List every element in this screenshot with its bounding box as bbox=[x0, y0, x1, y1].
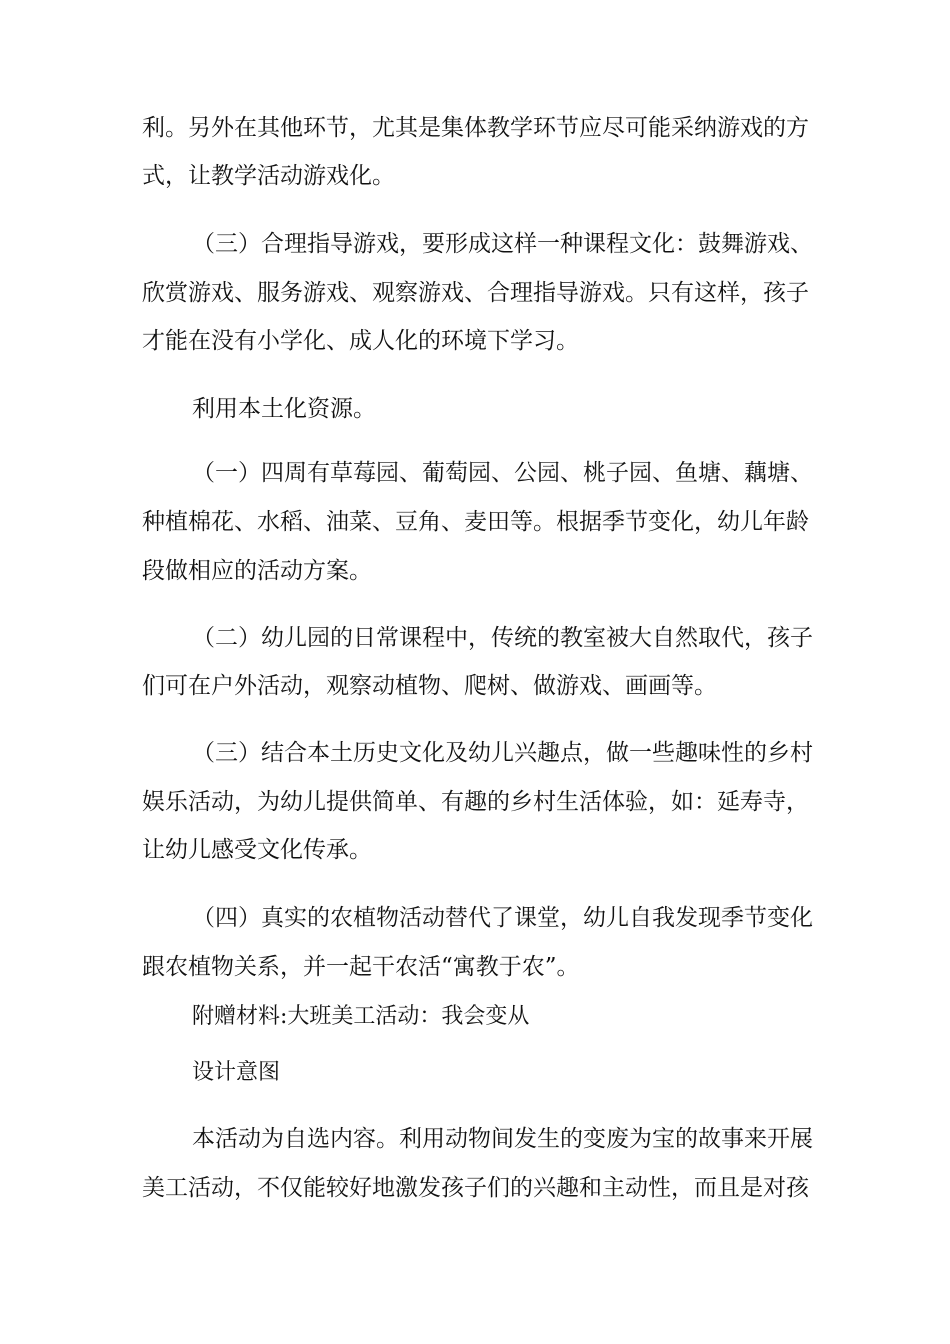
text-line: 们可在户外活动，观察动植物、爬树、做游戏、画画等。 bbox=[142, 673, 717, 699]
text-line: 种植棉花、水稻、油菜、豆角、麦田等。根据季节变化，幼儿年龄 bbox=[142, 509, 809, 535]
text-line: 美工活动，不仅能较好地激发孩子们的兴趣和主动性，而且是对孩 bbox=[142, 1175, 809, 1201]
text-line: 欣赏游戏、服务游戏、观察游戏、合理指导游戏。只有这样，孩子 bbox=[142, 280, 809, 306]
text-line: 本活动为自选内容。利用动物间发生的变废为宝的故事来开展 bbox=[192, 1126, 813, 1152]
text-line: （三）结合本土历史文化及幼儿兴趣点，做一些趣味性的乡村 bbox=[192, 740, 813, 766]
text-line: 跟农植物关系，并一起干农活“寓教于农”。 bbox=[142, 954, 580, 980]
text-line: 设计意图 bbox=[192, 1060, 281, 1085]
text-line: 娱乐活动，为幼儿提供简单、有趣的乡村生活体验，如：延寿寺， bbox=[142, 789, 809, 815]
text-line: （三）合理指导游戏，要形成这样一种课程文化：鼓舞游戏、 bbox=[192, 231, 813, 257]
text-line: 利用本土化资源。 bbox=[192, 396, 376, 422]
text-line: （四）真实的农植物活动替代了课堂，幼儿自我发现季节变化 bbox=[192, 905, 813, 931]
text-line: 段做相应的活动方案。 bbox=[142, 558, 372, 584]
text-line: 让幼儿感受文化传承。 bbox=[142, 837, 372, 863]
text-line: （一）四周有草莓园、葡萄园、公园、桃子园、鱼塘、藕塘、 bbox=[192, 460, 813, 486]
text-line: 附赠材料:大班美工活动：我会变从 bbox=[192, 1004, 530, 1029]
text-line: （二）幼儿园的日常课程中，传统的教室被大自然取代，孩子 bbox=[192, 625, 813, 651]
text-line: 利。另外在其他环节，尤其是集体教学环节应尽可能采纳游戏的方 bbox=[142, 115, 809, 141]
text-line: 才能在没有小学化、成人化的环境下学习。 bbox=[142, 328, 579, 354]
text-line: 式，让教学活动游戏化。 bbox=[142, 163, 395, 189]
